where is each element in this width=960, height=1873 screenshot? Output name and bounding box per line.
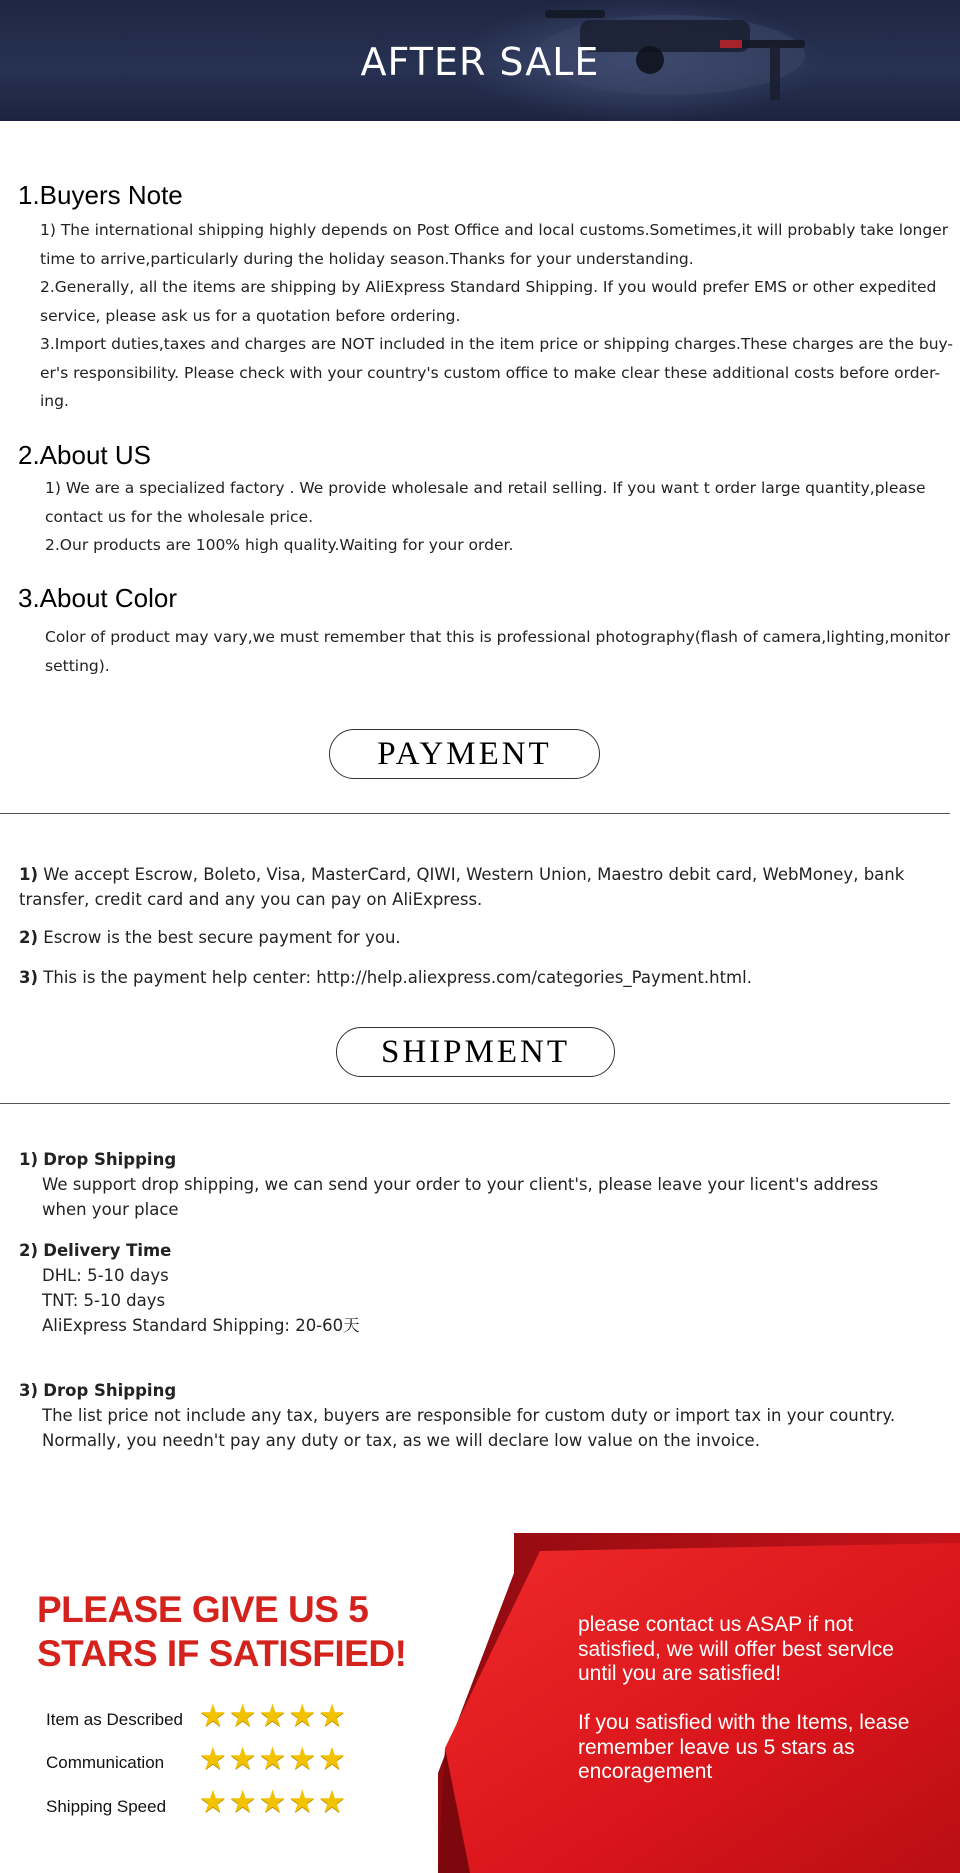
item-text: Escrow is the best secure payment for you. (43, 928, 401, 947)
text-line: service, please ask us for a quotation before ordering. (40, 306, 461, 325)
item-number: 2) (19, 928, 39, 947)
about-color-text (45, 623, 960, 680)
item-text: AliExpress Standard Shipping: 20-60天 (42, 1316, 360, 1335)
message-line: If you satisfied with the Items, lease (578, 1711, 910, 1734)
rating-headline (37, 1588, 457, 1676)
payment-item-3 (19, 965, 919, 990)
text-line: contact us for the wholesale price. (45, 507, 314, 526)
item-number: 3) (19, 968, 39, 987)
item-number: 1) (19, 865, 39, 884)
rating-banner (0, 1533, 960, 1873)
item-text: transfer, credit card and any you can pay on AliExpress. (19, 890, 483, 909)
text-line: 1) The international shipping highly depends on Post Office and local customs.Sometimes,it will probably take longer (40, 221, 949, 239)
item-text: TNT: 5-10 days (42, 1291, 166, 1310)
item-text: DHL: 5-10 days (42, 1266, 169, 1285)
message-line: please contact us ASAP if not (578, 1613, 854, 1636)
item-text: Normally, you needn't pay any duty or tax, as we will declare low value on the invoice. (42, 1431, 760, 1450)
shipment-item-1 (19, 1147, 919, 1222)
item-text: We support drop shipping, we can send your order to your client's, please leave your licent's address (42, 1175, 879, 1194)
text-line: time to arrive,particularly during the holiday season.Thanks for your understanding. (40, 249, 694, 268)
message-line: remember leave us 5 stars as (578, 1735, 855, 1759)
stars-request-message (578, 1711, 958, 1785)
payment-heading: PAYMENT (329, 729, 600, 779)
shipment-heading: SHIPMENT (336, 1027, 615, 1077)
payment-item-2 (19, 925, 919, 950)
message-line: until you are satisfied! (578, 1662, 782, 1685)
item-title: Drop Shipping (43, 1381, 177, 1400)
buyers-note-title: 1.Buyers Note (18, 180, 183, 210)
star-rating-icon: ★★★★★ (199, 1741, 348, 1777)
rating-label-item: Item as Described (46, 1710, 183, 1729)
star-rating-icon: ★★★★★ (199, 1784, 348, 1820)
message-line: encoragement (578, 1760, 713, 1783)
text-line: 3.Import duties,taxes and charges are NOT included in the item price or shipping charges.These charges are the buy- (40, 335, 954, 353)
buyers-note-text (40, 216, 960, 416)
payment-item-1 (19, 862, 919, 912)
message-line: satisfied, we will offer best servlce (578, 1637, 894, 1661)
item-text: We accept Escrow, Boleto, Visa, MasterCard, QIWI, Western Union, Maestro debit card, WebMoney, bank (43, 865, 905, 884)
page-title: AFTER SALE (360, 40, 600, 84)
item-text: when your place (42, 1200, 179, 1219)
text-line: Color of product may vary,we must remember that this is professional photography(flash of camera,lighting,monitor (45, 628, 951, 646)
contact-message (578, 1613, 958, 1687)
text-line: 2.Generally, all the items are shipping by AliExpress Standard Shipping. If you would prefer EMS or other expedited (40, 278, 937, 296)
item-text: This is the payment help center: http://help.aliexpress.com/categories_Payment.html. (43, 968, 752, 987)
about-us-text (45, 474, 960, 560)
text-line: setting). (45, 656, 110, 675)
headline-line: STARS IF SATISFIED! (37, 1633, 407, 1674)
shipment-item-3 (19, 1378, 939, 1453)
text-line: ing. (40, 392, 69, 410)
about-color-title: 3.About Color (18, 583, 177, 613)
rating-label-shipping: Shipping Speed (46, 1797, 167, 1816)
item-title: Drop Shipping (43, 1150, 177, 1169)
red-gift-box-image (0, 1533, 960, 1873)
about-us-title: 2.About US (18, 440, 151, 470)
divider (0, 1103, 950, 1104)
text-line: 1) We are a specialized factory . We provide wholesale and retail selling. If you want t order large quantity,please (45, 479, 926, 497)
text-line: er's responsibility. Please check with your country's custom office to make clear these additional costs before order- (40, 363, 941, 382)
item-text: The list price not include any tax, buyers are responsible for custom duty or import tax in your country. (42, 1406, 896, 1425)
item-number: 2) (19, 1241, 39, 1260)
text-line: 2.Our products are 100% high quality.Waiting for your order. (45, 536, 514, 554)
rating-label-communication: Communication (46, 1753, 165, 1772)
item-number: 1) (19, 1150, 39, 1169)
headline-line: PLEASE GIVE US 5 (37, 1589, 369, 1630)
item-number: 3) (19, 1381, 39, 1400)
shipment-item-2 (19, 1238, 919, 1338)
divider (0, 813, 950, 814)
star-rating-icon: ★★★★★ (199, 1698, 348, 1734)
header-banner (0, 0, 960, 121)
item-title: Delivery Time (43, 1241, 172, 1260)
